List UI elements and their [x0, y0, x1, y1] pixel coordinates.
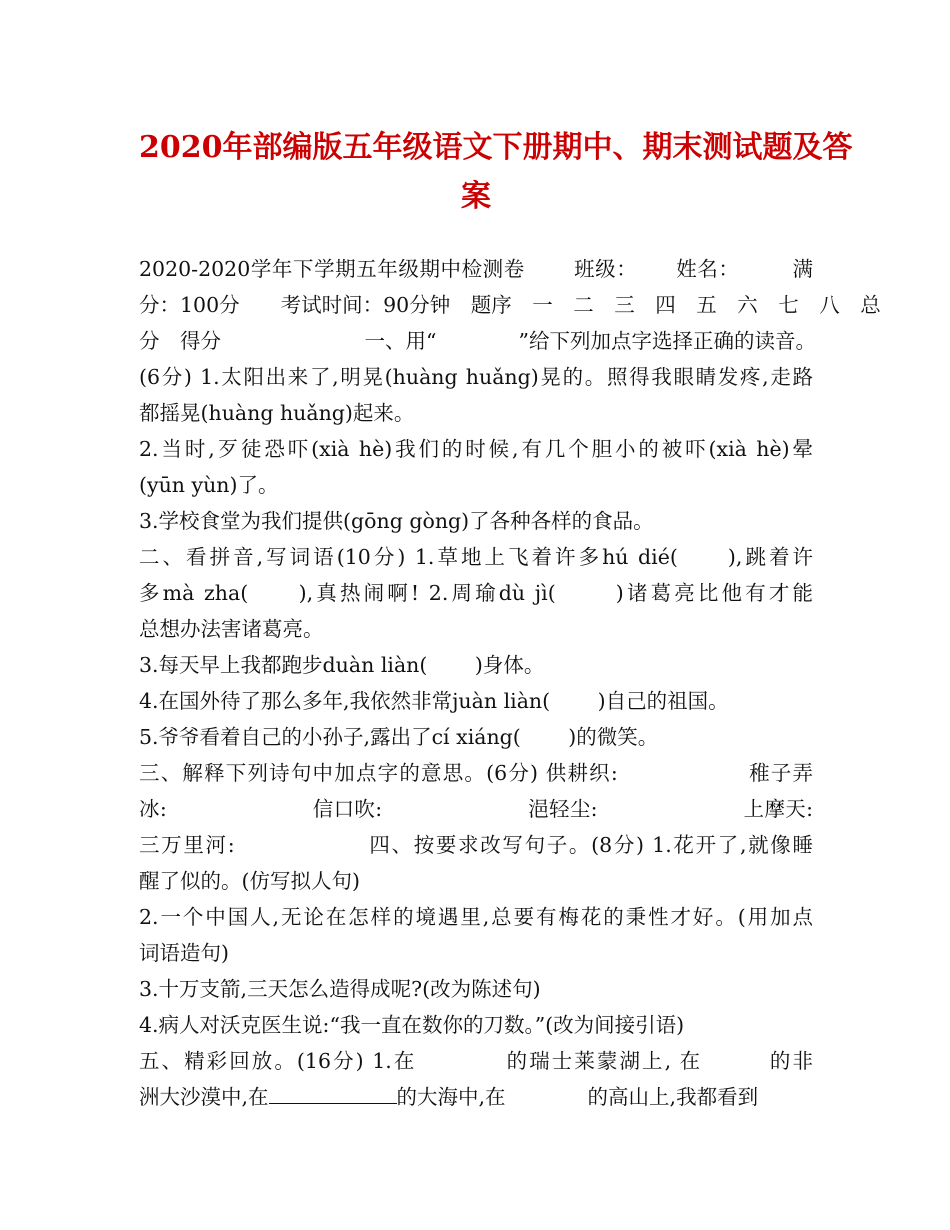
text-line: 都摇晃(huàng huǎng)起来。 [139, 401, 415, 425]
text-line: 3.学校食堂为我们提供(gōng gòng)了各种各样的食品。 [139, 509, 654, 533]
text-line: 分 得分 一、用“ ”给下列加点字选择正确的读音。 [139, 329, 816, 353]
text-line: 冰: 信口吹: 浥轻尘: 上摩天: [139, 797, 813, 821]
text-line: 3.每天早上我都跑步duàn liàn( )身体。 [139, 653, 545, 677]
text-line: 总想办法害诸葛亮。 [139, 617, 324, 641]
document-title-line-1: 2020年部编版五年级语文下册期中、期末测试题及答 [139, 130, 853, 165]
text-line: 分：100分 考试时间：90分钟 题序 一 二 三 四 五 六 七 八 总 [139, 293, 881, 317]
text-line: 三、解释下列诗句中加点字的意思。(6分) 供耕织: 稚子弄 [139, 761, 813, 785]
text-line: 词语造句) [139, 941, 229, 965]
text-line: 3.十万支箭,三天怎么造得成呢?(改为陈述句) [139, 977, 541, 1001]
text-segment: 的大海中,在 的高山上,我都看到 [396, 1085, 759, 1109]
text-line: 2.一个中国人,无论在怎样的境遇里,总要有梅花的秉性才好。(用加点 [139, 905, 813, 929]
text-line: 2.当时,歹徒恐吓(xià hè)我们的时候,有几个胆小的被吓(xià hè)晕 [139, 437, 813, 461]
document-title-line-2: 案 [461, 179, 491, 214]
text-line: 五、精彩回放。(16分) 1.在 的瑞士莱蒙湖上, 在 的非 [139, 1049, 813, 1073]
text-line: 4.病人对沃克医生说:“我一直在数你的刀数。”(改为间接引语) [139, 1013, 685, 1037]
text-line-last [139, 1085, 758, 1109]
text-segment: 洲大沙漠中,在 [139, 1085, 269, 1109]
text-line: 二、看拼音,写词语(10分) 1.草地上飞着许多hú dié( ),跳着许 [139, 545, 813, 569]
text-line: (6分) 1.太阳出来了,明晃(huàng huǎng)晃的。照得我眼睛发疼,走路 [139, 365, 813, 389]
text-line: 醒了似的。(仿写拟人句) [139, 869, 360, 893]
text-line: 三万里河: 四、按要求改写句子。(8分) 1.花开了,就像睡 [139, 833, 813, 857]
text-line: 4.在国外待了那么多年,我依然非常juàn liàn( )自己的祖国。 [139, 689, 729, 713]
text-line: 2020-2020学年下学期五年级期中检测卷 班级： 姓名： 满 [139, 257, 813, 281]
text-line: (yūn yùn)了。 [139, 473, 279, 497]
answer-blank-underline [269, 1087, 397, 1104]
text-line: 5.爷爷看着自己的小孙子,露出了cí xiáng( )的微笑。 [139, 725, 659, 749]
text-line: 多mà zha( ),真热闹啊! 2.周瑜dù jì( )诸葛亮比他有才能 [139, 581, 813, 605]
